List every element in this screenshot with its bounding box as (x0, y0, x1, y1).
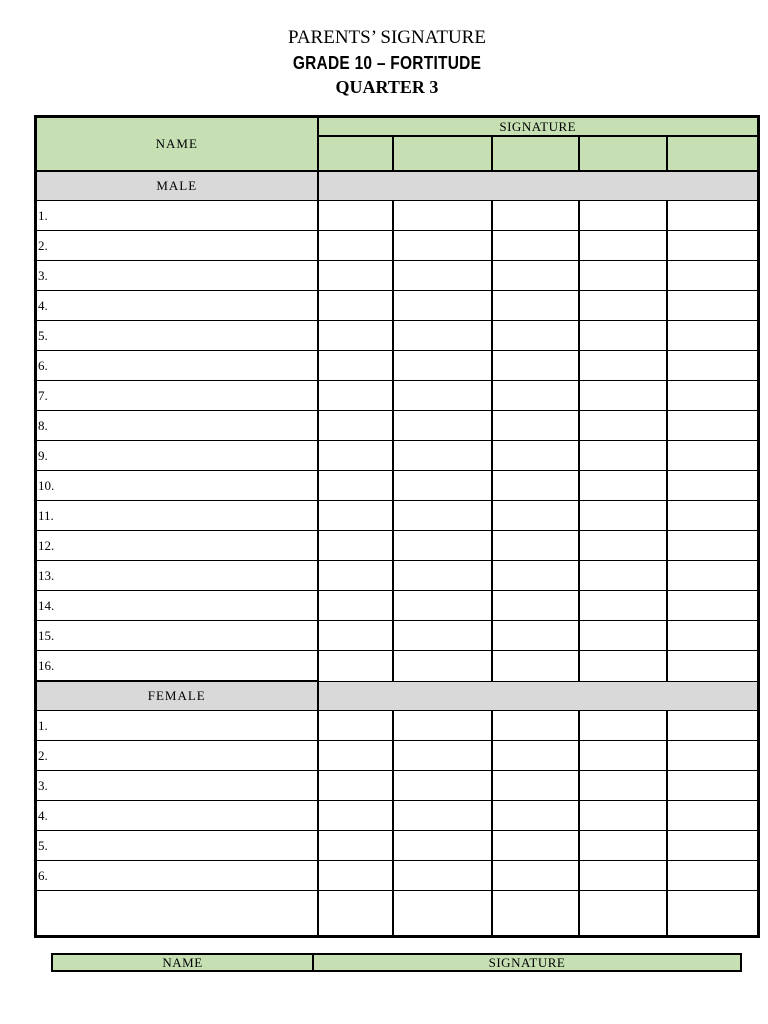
signature-cell[interactable] (318, 861, 393, 891)
signature-cell[interactable] (318, 711, 393, 741)
signature-cell[interactable] (492, 651, 579, 682)
row-number: 15. (38, 627, 55, 643)
signature-cell[interactable] (492, 591, 579, 621)
signature-subcolumn-4 (579, 136, 667, 171)
signature-cell[interactable] (393, 231, 492, 261)
student-name-cell[interactable] (36, 291, 318, 321)
signature-cell[interactable] (492, 831, 579, 861)
signature-cell[interactable] (579, 201, 667, 231)
row-number: 1. (38, 207, 48, 223)
row-number: 5. (38, 837, 48, 853)
student-name-cell[interactable] (36, 321, 318, 351)
signature-cell[interactable] (492, 741, 579, 771)
signature-cell[interactable] (393, 441, 492, 471)
signature-cell[interactable] (492, 561, 579, 591)
row-number: 10. (38, 477, 55, 493)
signature-cell[interactable] (492, 771, 579, 801)
signature-cell[interactable] (579, 651, 667, 682)
signature-cell[interactable] (667, 711, 759, 741)
row-number: 6. (38, 867, 48, 883)
signature-cell[interactable] (492, 351, 579, 381)
signature-cell[interactable] (492, 471, 579, 501)
table-row (36, 351, 759, 381)
row-number: 4. (38, 807, 48, 823)
signature-cell[interactable] (318, 201, 393, 231)
signature-cell[interactable] (579, 291, 667, 321)
signature-cell[interactable] (667, 381, 759, 411)
signature-cell[interactable] (318, 561, 393, 591)
signature-cell[interactable] (393, 531, 492, 561)
signature-cell[interactable] (318, 771, 393, 801)
signature-cell[interactable] (393, 711, 492, 741)
row-number: 12. (38, 537, 55, 553)
signature-cell[interactable] (667, 501, 759, 531)
student-name-cell[interactable] (36, 531, 318, 561)
signature-cell[interactable] (667, 861, 759, 891)
signature-cell[interactable] (492, 291, 579, 321)
signature-cell[interactable] (667, 471, 759, 501)
signature-cell[interactable] (318, 741, 393, 771)
table-row (36, 711, 759, 741)
student-name-cell[interactable] (36, 621, 318, 651)
signature-cell[interactable] (393, 831, 492, 861)
signature-cell[interactable] (667, 891, 759, 937)
signature-cell[interactable] (318, 321, 393, 351)
row-number: 3. (38, 267, 48, 283)
row-number: 7. (38, 387, 48, 403)
signature-cell[interactable] (492, 441, 579, 471)
signature-cell[interactable] (318, 411, 393, 441)
table-row (36, 471, 759, 501)
student-name-cell[interactable] (36, 381, 318, 411)
signature-cell[interactable] (318, 291, 393, 321)
signature-cell[interactable] (393, 321, 492, 351)
section-fill (318, 681, 759, 711)
student-name-cell[interactable] (36, 591, 318, 621)
student-name-cell[interactable] (36, 561, 318, 591)
signature-cell[interactable] (579, 381, 667, 411)
table-row (36, 591, 759, 621)
student-name-cell[interactable] (36, 651, 318, 682)
signature-cell[interactable] (393, 591, 492, 621)
signature-cell[interactable] (492, 531, 579, 561)
signature-cell[interactable] (318, 651, 393, 682)
table-row (36, 291, 759, 321)
signature-subcolumn-1 (318, 136, 393, 171)
row-number: 6. (38, 357, 48, 373)
signature-cell[interactable] (393, 381, 492, 411)
table-row (36, 501, 759, 531)
signature-cell[interactable] (667, 651, 759, 682)
student-name-cell[interactable] (36, 261, 318, 291)
signature-cell[interactable] (579, 561, 667, 591)
signature-cell[interactable] (393, 801, 492, 831)
signature-cell[interactable] (492, 321, 579, 351)
signature-roster-table (34, 115, 760, 938)
signature-cell[interactable] (318, 531, 393, 561)
signature-cell[interactable] (667, 351, 759, 381)
table-row (36, 891, 759, 937)
signature-cell[interactable] (393, 561, 492, 591)
signature-cell[interactable] (393, 621, 492, 651)
signature-cell[interactable] (393, 771, 492, 801)
signature-cell[interactable] (393, 351, 492, 381)
row-number: 1. (38, 717, 48, 733)
footer-row (52, 954, 741, 971)
signature-cell[interactable] (492, 261, 579, 291)
signature-cell[interactable] (667, 441, 759, 471)
table-row (36, 741, 759, 771)
footer-name-label: NAME (52, 954, 313, 971)
signature-cell[interactable] (579, 861, 667, 891)
signature-cell[interactable] (318, 471, 393, 501)
signature-subcolumn-3 (492, 136, 579, 171)
signature-cell[interactable] (667, 801, 759, 831)
table-row (36, 861, 759, 891)
document-title: PARENTS’ SIGNATURE (288, 27, 486, 48)
row-number: 2. (38, 747, 48, 763)
signature-cell[interactable] (579, 321, 667, 351)
student-name-cell[interactable] (36, 411, 318, 441)
footer-label-table (51, 953, 742, 972)
footer-signature-label: SIGNATURE (313, 954, 741, 971)
signature-cell[interactable] (579, 771, 667, 801)
student-name-cell[interactable] (36, 501, 318, 531)
signature-cell[interactable] (579, 441, 667, 471)
signature-cell[interactable] (667, 291, 759, 321)
signature-cell[interactable] (667, 531, 759, 561)
signature-cell[interactable] (492, 621, 579, 651)
table-row (36, 231, 759, 261)
table-row (36, 561, 759, 591)
signature-cell[interactable] (579, 261, 667, 291)
signature-cell[interactable] (667, 411, 759, 441)
signature-cell[interactable] (492, 891, 579, 937)
signature-cell[interactable] (579, 801, 667, 831)
table-row (36, 771, 759, 801)
signature-cell[interactable] (393, 741, 492, 771)
signature-cell[interactable] (318, 831, 393, 861)
student-name-cell[interactable] (36, 801, 318, 831)
signature-cell[interactable] (579, 501, 667, 531)
signature-cell[interactable] (667, 621, 759, 651)
signature-cell[interactable] (579, 741, 667, 771)
table-header-row (36, 117, 759, 137)
name-column-header: NAME (36, 117, 318, 172)
signature-cell[interactable] (393, 411, 492, 441)
signature-cell[interactable] (667, 771, 759, 801)
signature-cell[interactable] (667, 741, 759, 771)
section-label: MALE (36, 171, 318, 201)
signature-cell[interactable] (579, 621, 667, 651)
signature-cell[interactable] (667, 201, 759, 231)
table-row (36, 321, 759, 351)
table-row (36, 801, 759, 831)
table-row (36, 381, 759, 411)
signature-cell[interactable] (393, 651, 492, 682)
signature-cell[interactable] (492, 501, 579, 531)
signature-cell[interactable] (667, 831, 759, 861)
table-row (36, 651, 759, 682)
signature-cell[interactable] (318, 261, 393, 291)
signature-cell[interactable] (492, 801, 579, 831)
student-name-cell[interactable] (36, 201, 318, 231)
signature-cell[interactable] (579, 831, 667, 861)
signature-cell[interactable] (393, 861, 492, 891)
student-name-cell[interactable] (36, 351, 318, 381)
signature-cell[interactable] (667, 591, 759, 621)
signature-cell[interactable] (492, 711, 579, 741)
signature-cell[interactable] (393, 201, 492, 231)
section-label: FEMALE (36, 681, 318, 711)
signature-subcolumn-5 (667, 136, 759, 171)
section-header-row (36, 171, 759, 201)
table-row (36, 831, 759, 861)
grade-section-title: GRADE 10 – FORTITUDE (292, 53, 482, 73)
table-row (36, 441, 759, 471)
signature-cell[interactable] (393, 261, 492, 291)
signature-cell[interactable] (579, 891, 667, 937)
student-name-cell[interactable] (36, 441, 318, 471)
signature-cell[interactable] (492, 381, 579, 411)
section-header-row (36, 681, 759, 711)
signature-cell[interactable] (318, 231, 393, 261)
signature-cell[interactable] (579, 351, 667, 381)
table-row (36, 531, 759, 561)
signature-cell[interactable] (393, 291, 492, 321)
row-number: 8. (38, 417, 48, 433)
student-name-cell[interactable] (36, 771, 318, 801)
signature-cell[interactable] (667, 321, 759, 351)
table-row (36, 411, 759, 441)
student-name-cell[interactable] (36, 711, 318, 741)
signature-cell[interactable] (667, 561, 759, 591)
row-number: 16. (38, 657, 55, 673)
signature-cell[interactable] (579, 471, 667, 501)
signature-cell[interactable] (579, 231, 667, 261)
table-row (36, 261, 759, 291)
row-number: 13. (38, 567, 55, 583)
student-name-cell[interactable] (36, 471, 318, 501)
student-name-cell[interactable] (36, 231, 318, 261)
signature-cell[interactable] (579, 591, 667, 621)
student-name-cell[interactable] (36, 741, 318, 771)
row-number: 11. (38, 507, 54, 523)
signature-cell[interactable] (318, 381, 393, 411)
row-number: 14. (38, 597, 55, 613)
signature-subcolumn-2 (393, 136, 492, 171)
table-row (36, 621, 759, 651)
row-number: 4. (38, 297, 48, 313)
table-row (36, 201, 759, 231)
signature-cell[interactable] (667, 231, 759, 261)
quarter-title: QUARTER 3 (335, 77, 439, 97)
signature-cell[interactable] (492, 411, 579, 441)
row-number: 2. (38, 237, 48, 253)
signature-cell[interactable] (318, 591, 393, 621)
signature-cell[interactable] (492, 231, 579, 261)
row-number: 9. (38, 447, 48, 463)
signature-cell[interactable] (393, 891, 492, 937)
student-name-cell[interactable] (36, 831, 318, 861)
signature-cell[interactable] (318, 621, 393, 651)
student-name-cell[interactable] (36, 861, 318, 891)
row-number: 3. (38, 777, 48, 793)
student-name-cell[interactable] (36, 891, 318, 937)
signature-cell[interactable] (318, 501, 393, 531)
signature-cell[interactable] (393, 501, 492, 531)
signature-cell[interactable] (318, 351, 393, 381)
signature-cell[interactable] (667, 261, 759, 291)
row-number: 5. (38, 327, 48, 343)
signature-cell[interactable] (579, 531, 667, 561)
signature-cell[interactable] (492, 201, 579, 231)
signature-cell[interactable] (393, 471, 492, 501)
section-fill (318, 171, 759, 201)
signature-cell[interactable] (579, 411, 667, 441)
signature-cell[interactable] (318, 441, 393, 471)
signature-cell[interactable] (492, 861, 579, 891)
signature-cell[interactable] (318, 801, 393, 831)
signature-cell[interactable] (579, 711, 667, 741)
signature-cell[interactable] (318, 891, 393, 937)
signature-column-header: SIGNATURE (318, 117, 759, 137)
